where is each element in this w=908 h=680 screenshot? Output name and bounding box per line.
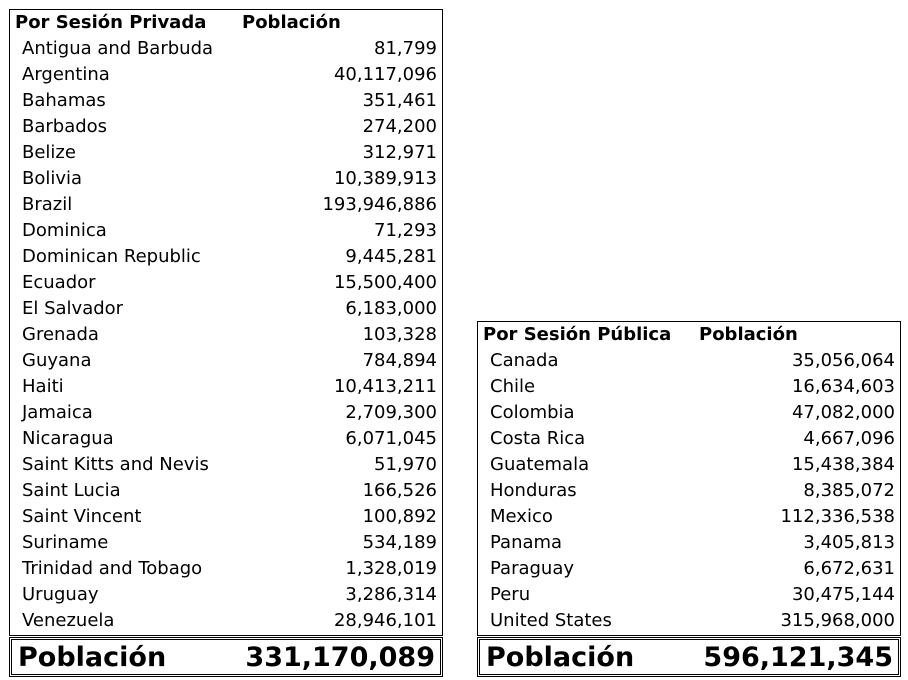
population-value: 10,413,211 <box>333 376 437 397</box>
country-name: Venezuela <box>22 610 115 631</box>
country-name: Saint Lucia <box>22 480 121 501</box>
private-session-table <box>9 9 443 636</box>
country-name: Argentina <box>22 64 110 85</box>
population-value: 166,526 <box>362 480 437 501</box>
country-name: Trinidad and Tobago <box>22 558 203 579</box>
private-total-row <box>9 637 443 677</box>
population-value: 6,672,631 <box>803 558 895 579</box>
population-value: 47,082,000 <box>791 402 895 423</box>
country-name: Dominica <box>22 220 107 241</box>
table-row <box>10 192 442 218</box>
table-row <box>10 400 442 426</box>
total-value: 596,121,345 <box>703 642 893 673</box>
total-value: 331,170,089 <box>245 642 435 673</box>
population-value: 10,389,913 <box>333 168 437 189</box>
population-value: 3,286,314 <box>345 584 437 605</box>
country-name: Saint Kitts and Nevis <box>22 454 209 475</box>
country-name: Suriname <box>22 532 109 553</box>
population-value: 4,667,096 <box>803 428 895 449</box>
table-row <box>478 504 900 530</box>
country-name: Panama <box>490 532 563 553</box>
table-row <box>10 426 442 452</box>
country-name: Peru <box>490 584 531 605</box>
population-value: 312,971 <box>362 142 437 163</box>
column-header-country: Por Sesión Pública <box>483 324 672 345</box>
population-value: 103,328 <box>362 324 437 345</box>
table-row <box>478 452 900 478</box>
table-row <box>478 608 900 634</box>
population-value: 534,189 <box>362 532 437 553</box>
country-name: Dominican Republic <box>22 246 201 267</box>
table-row <box>478 556 900 582</box>
population-value: 112,336,538 <box>780 506 895 527</box>
population-value: 1,328,019 <box>345 558 437 579</box>
population-value: 100,892 <box>362 506 437 527</box>
population-value: 15,500,400 <box>333 272 437 293</box>
population-value: 16,634,603 <box>791 376 895 397</box>
column-header-population: Población <box>699 324 798 345</box>
country-name: Colombia <box>490 402 575 423</box>
country-name: Belize <box>22 142 76 163</box>
population-value: 71,293 <box>374 220 437 241</box>
table-row <box>10 62 442 88</box>
table-row <box>10 556 442 582</box>
table-row <box>10 348 442 374</box>
country-name: Uruguay <box>22 584 99 605</box>
table-row <box>478 374 900 400</box>
country-name: Saint Vincent <box>22 506 142 527</box>
country-name: Antigua and Barbuda <box>22 38 214 59</box>
total-label: Población <box>18 642 167 673</box>
country-name: El Salvador <box>22 298 124 319</box>
population-value: 351,461 <box>362 90 437 111</box>
population-value: 81,799 <box>374 38 437 59</box>
table-row <box>10 270 442 296</box>
table-row <box>478 400 900 426</box>
column-header-population: Población <box>242 12 341 33</box>
table-row <box>478 426 900 452</box>
table-row <box>10 478 442 504</box>
table-body <box>10 36 442 634</box>
country-name: Brazil <box>22 194 73 215</box>
population-value: 35,056,064 <box>791 350 895 371</box>
public-total-row <box>477 637 901 677</box>
table-row <box>10 218 442 244</box>
table-row <box>10 244 442 270</box>
column-header-country: Por Sesión Privada <box>15 12 207 33</box>
country-name: Bahamas <box>22 90 106 111</box>
table-row <box>10 140 442 166</box>
table-row <box>478 582 900 608</box>
population-value: 3,405,813 <box>803 532 895 553</box>
population-value: 40,117,096 <box>333 64 437 85</box>
table-row <box>10 296 442 322</box>
country-name: Barbados <box>22 116 108 137</box>
country-name: United States <box>490 610 612 631</box>
country-name: Mexico <box>490 506 553 527</box>
public-session-table <box>477 321 901 636</box>
country-name: Jamaica <box>22 402 93 423</box>
country-name: Paraguay <box>490 558 575 579</box>
table-row <box>10 530 442 556</box>
table-header <box>478 322 900 348</box>
country-name: Haiti <box>22 376 64 397</box>
population-value: 193,946,886 <box>322 194 437 215</box>
country-name: Guyana <box>22 350 92 371</box>
population-value: 30,475,144 <box>791 584 895 605</box>
table-row <box>10 166 442 192</box>
table-header <box>10 10 442 36</box>
population-value: 15,438,384 <box>791 454 895 475</box>
table-row <box>10 374 442 400</box>
population-value: 9,445,281 <box>345 246 437 267</box>
population-value: 6,183,000 <box>345 298 437 319</box>
table-row <box>478 530 900 556</box>
country-name: Honduras <box>490 480 577 501</box>
population-value: 2,709,300 <box>345 402 437 423</box>
table-row <box>478 478 900 504</box>
table-row <box>10 322 442 348</box>
country-name: Ecuador <box>22 272 96 293</box>
country-name: Guatemala <box>490 454 590 475</box>
population-value: 28,946,101 <box>333 610 437 631</box>
population-value: 8,385,072 <box>803 480 895 501</box>
country-name: Chile <box>490 376 536 397</box>
table-row <box>10 608 442 634</box>
country-name: Canada <box>490 350 559 371</box>
population-value: 784,894 <box>362 350 437 371</box>
table-body <box>478 348 900 634</box>
population-value: 315,968,000 <box>780 610 895 631</box>
table-row <box>10 36 442 62</box>
table-row <box>10 452 442 478</box>
table-row <box>10 504 442 530</box>
population-value: 274,200 <box>362 116 437 137</box>
country-name: Nicaragua <box>22 428 114 449</box>
country-name: Grenada <box>22 324 99 345</box>
table-row <box>478 348 900 374</box>
table-row <box>10 582 442 608</box>
population-value: 51,970 <box>374 454 437 475</box>
total-label: Población <box>486 642 635 673</box>
table-row <box>10 114 442 140</box>
table-row <box>10 88 442 114</box>
country-name: Bolivia <box>22 168 83 189</box>
population-value: 6,071,045 <box>345 428 437 449</box>
country-name: Costa Rica <box>490 428 586 449</box>
